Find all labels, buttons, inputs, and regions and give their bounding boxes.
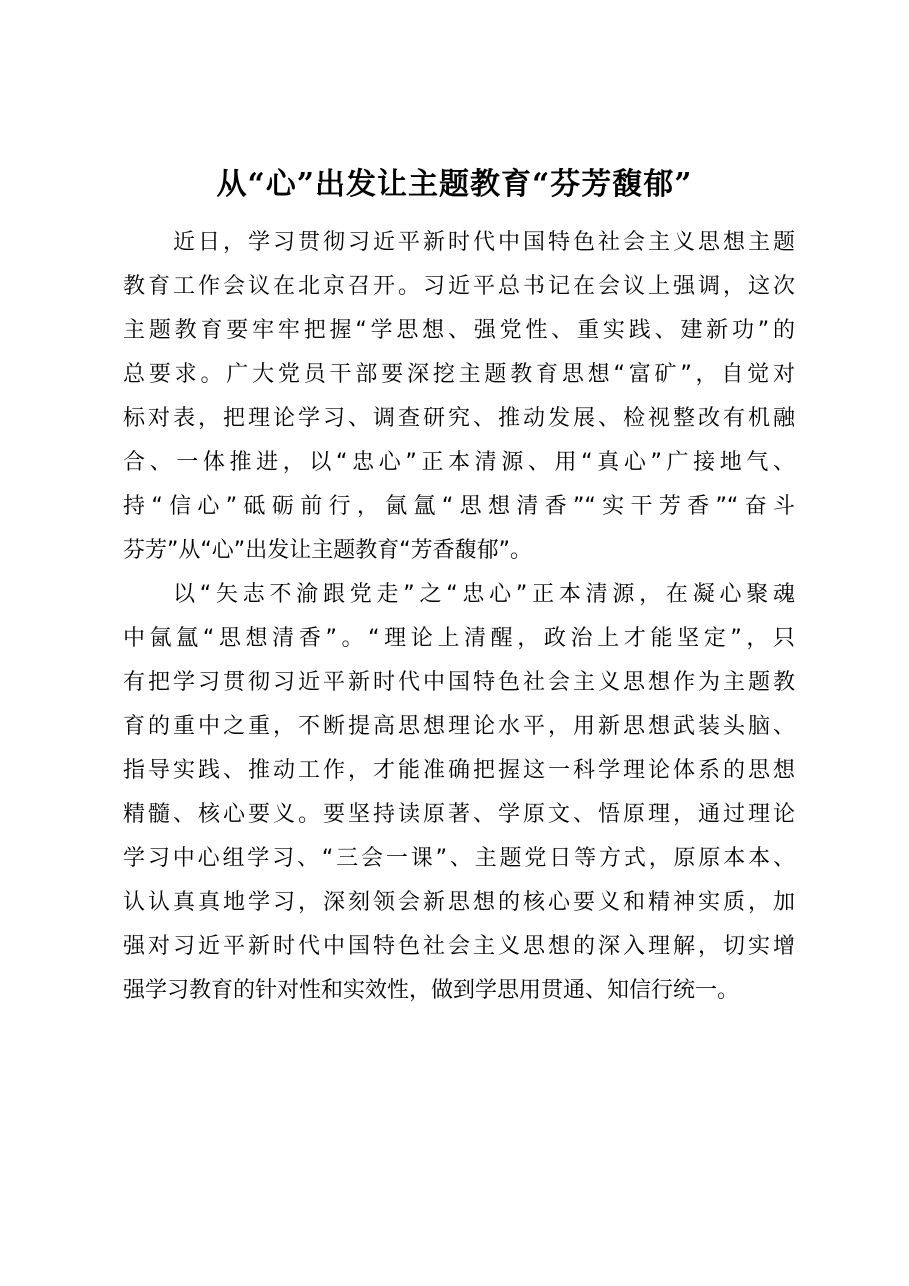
paragraph-line: 标对表，把理论学习、调查研究、推动发展、检视整改有机融 xyxy=(123,406,795,431)
paragraph-line: 芬芳”从“心”出发让主题教育“芳香馥郁”。 xyxy=(123,538,532,563)
paragraph-line: 指导实践、推动工作，才能准确把握这一科学理论体系的思想 xyxy=(123,758,795,783)
document-body xyxy=(123,221,795,1013)
paragraph-line: 认认真真地学习，深刻领会新思想的核心要义和精神实质，加 xyxy=(123,890,795,915)
paragraph-line: 有把学习贯彻习近平新时代中国特色社会主义思想作为主题教 xyxy=(123,670,795,695)
paragraph-line: 教育工作会议在北京召开。习近平总书记在会议上强调，这次 xyxy=(123,274,795,299)
paragraph-line: 以“矢志不渝跟党走”之“忠心”正本清源，在凝心聚魂 xyxy=(173,582,795,607)
paragraph-2 xyxy=(123,573,795,1013)
paragraph-line: 强学习教育的针对性和实效性，做到学思用贯通、知信行统一。 xyxy=(123,978,740,1003)
paragraph-line: 育的重中之重，不断提高思想理论水平，用新思想武装头脑、 xyxy=(123,714,795,739)
document-title: 从“心”出发让主题教育“芬芳馥郁” xyxy=(216,167,693,202)
paragraph-line: 近日，学习贯彻习近平新时代中国特色社会主义思想主题 xyxy=(173,230,795,255)
paragraph-line: 学习中心组学习、“三会一课”、主题党日等方式，原原本本、 xyxy=(123,846,795,871)
paragraph-line: 强对习近平新时代中国特色社会主义思想的深入理解，切实增 xyxy=(123,934,795,959)
paragraph-line: 持“信心”砥砺前行，氤氲“思想清香”“实干芳香”“奋斗 xyxy=(123,494,795,519)
paragraph-line: 精髓、核心要义。要坚持读原著、学原文、悟原理，通过理论 xyxy=(123,802,795,827)
paragraph-line: 中氤氲“思想清香”。“理论上清醒，政治上才能坚定”，只 xyxy=(123,626,795,651)
paragraph-1 xyxy=(123,221,795,573)
paragraph-line: 合、一体推进，以“忠心”正本清源、用“真心”广接地气、 xyxy=(123,450,795,475)
paragraph-line: 总要求。广大党员干部要深挖主题教育思想“富矿”，自觉对 xyxy=(123,362,795,387)
paragraph-line: 主题教育要牢牢把握“学思想、强党性、重实践、建新功”的 xyxy=(123,318,795,343)
